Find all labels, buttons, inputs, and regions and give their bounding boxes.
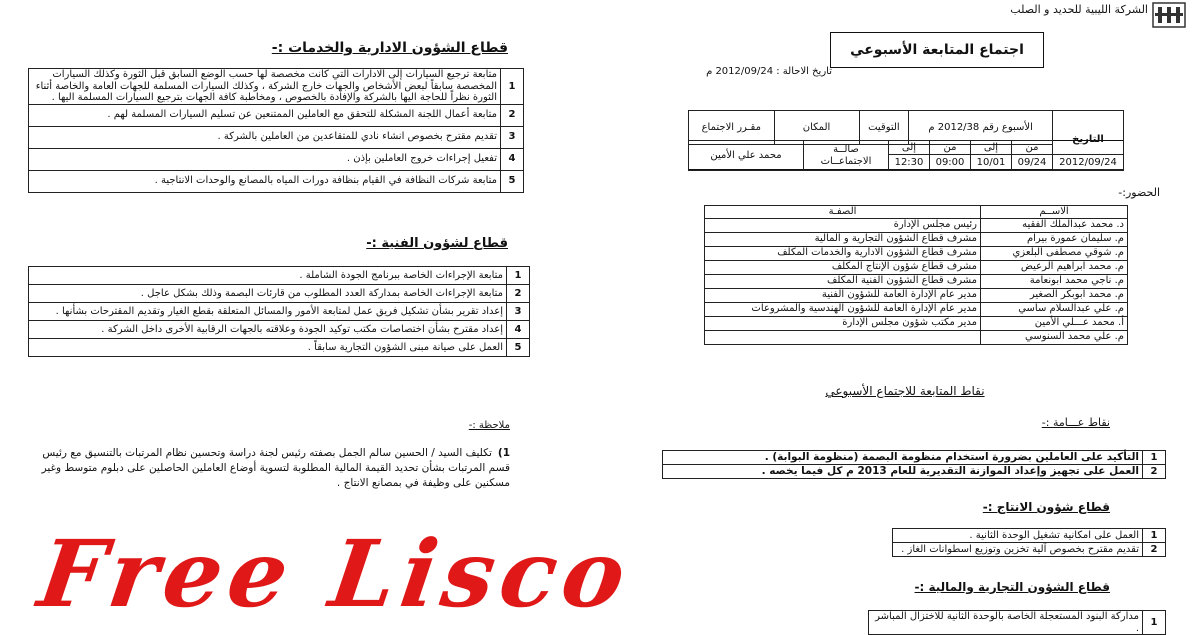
item-number: 3 [507, 303, 530, 321]
item-number: 2 [501, 104, 524, 126]
attendance-row [705, 274, 1128, 288]
item-text: إعداد تقرير بشأن تشكيل فريق عمل لمتابعة الأمور والمسائل المتعلقة بقطع الغيار وتقديم المقترحات بشأنها . [29, 303, 507, 321]
attendee-name: م. ناجي محمد ابونعامة [981, 274, 1128, 288]
item-text: إعداد مقترح بشأن اختصاصات مكتب توكيد الجودة وعلاقته بالجهات الرقابية الأخرى داخل الشركة . [29, 321, 507, 339]
item-text: مداركة البنود المستعجلة الخاصة بالوحدة الثانية للاختزال المباشر . [869, 611, 1143, 635]
timing-header: التوقيت [859, 111, 909, 145]
reporter-header: مقـرر الاجتماع [689, 111, 775, 145]
attendance-table [704, 205, 1128, 345]
note-text: تكليف السيد / الحسين سالم الجمل بصفته رئيس لجنة دراسة وتحسين نظام المرتبات بالتنسيق مع رئيس قسم المرتبات بشأن تحديد القيمة المالية المطلوبة لتسوية أوضاع العاملين الحاصلين على دبلوم متوسط وغير مسكنين على وظيفة في بمصانع الانتاج . [41, 447, 510, 490]
attendee-name: م. محمد ابراهيم الرعيض [981, 260, 1128, 274]
item-number: 5 [507, 339, 530, 357]
attendance-row [705, 288, 1128, 302]
time-to-header: إلى [889, 141, 930, 155]
attendance-row [705, 232, 1128, 246]
production-title: قطاع شؤون الانتاج :- [982, 500, 1110, 514]
list-item [29, 303, 530, 321]
item-number: 1 [507, 267, 530, 285]
attendance-row [705, 246, 1128, 260]
week-header: الأسبوع رقم 2012/38 م [909, 111, 1053, 145]
time-from-value: 09:00 [930, 155, 971, 171]
item-number: 2 [1143, 465, 1166, 479]
attendee-name: م. علي محمد السنوسي [981, 330, 1128, 344]
item-number: 4 [507, 321, 530, 339]
attendee-role: رئيس مجلس الإدارة [705, 218, 981, 232]
attendee-role: مشرف قطاع الشؤون التجارية و المالية [705, 232, 981, 246]
list-item [29, 69, 524, 105]
item-number: 1 [1143, 451, 1166, 465]
admin-title: قطاع الشؤون الادارية والخدمات :- [271, 40, 508, 56]
week-from-header: من [1012, 141, 1053, 155]
item-text: العمل على صيانة مبنى الشؤون التجارية سابقاً . [29, 339, 507, 357]
reporter-value: محمد علي الأمين [689, 141, 804, 171]
item-text: العمل على امكانية تشغيل الوحدة الثانية . [893, 529, 1143, 543]
item-number: 4 [501, 148, 524, 170]
attendee-role: مشرف قطاع الشؤون الادارية والخدمات المكلف [705, 246, 981, 260]
note-number: 1) [497, 447, 510, 459]
attendance-row [705, 316, 1128, 330]
item-number: 2 [507, 285, 530, 303]
date-header: التاريخ [1053, 111, 1124, 170]
time-from-header: من [930, 141, 971, 155]
item-text: تقديم مقترح بخصوص انشاء نادي للمتقاعدين من العاملين بالشركة . [29, 126, 501, 148]
week-from-value: 09/24 [1012, 155, 1053, 171]
attendee-name: د. محمد عبدالملك الفقيه [981, 218, 1128, 232]
followup-title: نقاط المتابعة للاجتماع الأسبوعي [825, 384, 985, 398]
notes-list [40, 446, 510, 492]
list-item [869, 611, 1166, 635]
item-text: العمل على تجهيز وإعداد الموازنة التقديرية للعام 2013 م كل فيما يخصه . [663, 465, 1143, 479]
item-text: متابعة الإجراءات الخاصة ببرنامج الجودة الشاملة . [29, 267, 507, 285]
item-text: متابعة الإجراءات الخاصة بمداركة العدد المطلوب من قارئات البصمة وذلك بشكل عاجل . [29, 285, 507, 303]
company-logo-icon [1152, 2, 1186, 28]
list-item [663, 465, 1166, 479]
general-title: نقاط عـــامة :- [1041, 416, 1110, 429]
list-item [29, 148, 524, 170]
week-to-header: إلى [971, 141, 1012, 155]
attendee-role: مدير عام الإدارة العامة للشؤون الفنية [705, 288, 981, 302]
attendee-name: م. سليمان عمورة بيرام [981, 232, 1128, 246]
attendee-role: مشرف قطاع الشؤون الفنية المكلف [705, 274, 981, 288]
item-text: التأكيد على العاملين بضرورة استخدام منظومة البصمة (منظومة البوابة) . [663, 451, 1143, 465]
week-to-value: 10/01 [971, 155, 1012, 171]
attendance-row [705, 330, 1128, 344]
list-item [29, 104, 524, 126]
attendance-row [705, 302, 1128, 316]
general-table [662, 450, 1166, 479]
item-number: 3 [501, 126, 524, 148]
list-item [29, 285, 530, 303]
item-number: 5 [501, 170, 524, 192]
meeting-title: اجتماع المتابعة الأسبوعي [830, 32, 1044, 68]
time-to-value: 12:30 [889, 155, 930, 171]
attendee-name: م. علي عبدالسلام ساسي [981, 302, 1128, 316]
list-item [29, 126, 524, 148]
attendance-title: الحضور:- [1118, 186, 1160, 199]
item-text: متابعة ترجيع السيارات إلى الادارات التي كانت مخصصة لها حسب الوضع السابق قبل الثورة وكذلك السيارات المخصصة سابقاً لبعض الأشخاص والجهات خارج الشركة ، وكذلك السيارات المسلمة للجهات العامة والخاصة أثناء الثورة نظراً للحاجة اليها بالشركة والإفادة بالخصوص ، ومخاطبة كافة الجهات بترجيع السيارات المسلمة اليها . [29, 69, 501, 105]
list-item [29, 267, 530, 285]
watermark-text: Free Lisco [32, 520, 638, 628]
attendee-role: مدير عام الإدارة العامة للشؤون الهندسية والمشروعات [705, 302, 981, 316]
attendee-name: أ. محمد عـــلي الأمين [981, 316, 1128, 330]
attendance-name-header: الاســم [981, 206, 1128, 219]
item-number: 1 [1143, 529, 1166, 543]
item-number: 2 [1143, 543, 1166, 557]
list-item [663, 451, 1166, 465]
attendance-row [705, 218, 1128, 232]
commercial-table [868, 610, 1166, 635]
reference-date: تاريخ الاحالة : 2012/09/24 م [706, 66, 832, 77]
list-item [29, 321, 530, 339]
date-value: 2012/09/24 [1053, 155, 1124, 171]
attendee-role: مشرف قطاع شؤون الإنتاج المكلف [705, 260, 981, 274]
item-text: تفعيل إجراءات خروج العاملين بإذن . [29, 148, 501, 170]
list-item [893, 543, 1166, 557]
list-item [893, 529, 1166, 543]
attendee-name: م. شوقي مصطفى البلعزي [981, 246, 1128, 260]
item-text: متابعة أعمال اللجنة المشكلة للتحقق مع العاملين الممتنعين عن تسليم السيارات المسلمة لهم . [29, 104, 501, 126]
attendee-role [705, 330, 981, 344]
item-number: 1 [501, 69, 524, 105]
list-item [29, 170, 524, 192]
notes-title: ملاحظة :- [468, 420, 510, 431]
attendee-role: مدير مكتب شؤون مجلس الإدارة [705, 316, 981, 330]
item-text: تقديم مقترح بخصوص آلية تخزين وتوزيع اسطوانات الغاز . [893, 543, 1143, 557]
meeting-values-table [688, 140, 1124, 171]
commercial-title: قطاع الشؤون التجارية والمالية :- [914, 580, 1110, 594]
attendance-role-header: الصفـة [705, 206, 981, 219]
production-table [892, 528, 1166, 557]
attendance-row [705, 260, 1128, 274]
admin-table [28, 68, 524, 193]
item-number: 1 [1143, 611, 1166, 635]
item-text: متابعة شركات النظافة في القيام بنظافة دورات المياه بالمصانع والوحدات الانتاجية . [29, 170, 501, 192]
company-name: الشركة الليبية للحديد و الصلب [1010, 3, 1148, 16]
attendee-name: م. محمد ابوبكر الصغير [981, 288, 1128, 302]
technical-table [28, 266, 530, 357]
place-value: صالــة الاجتماعــات [804, 141, 889, 171]
place-header: المكان [774, 111, 859, 145]
list-item [29, 339, 530, 357]
technical-title: قطاع لشؤون الفنية :- [366, 236, 508, 251]
note-item [40, 446, 510, 492]
